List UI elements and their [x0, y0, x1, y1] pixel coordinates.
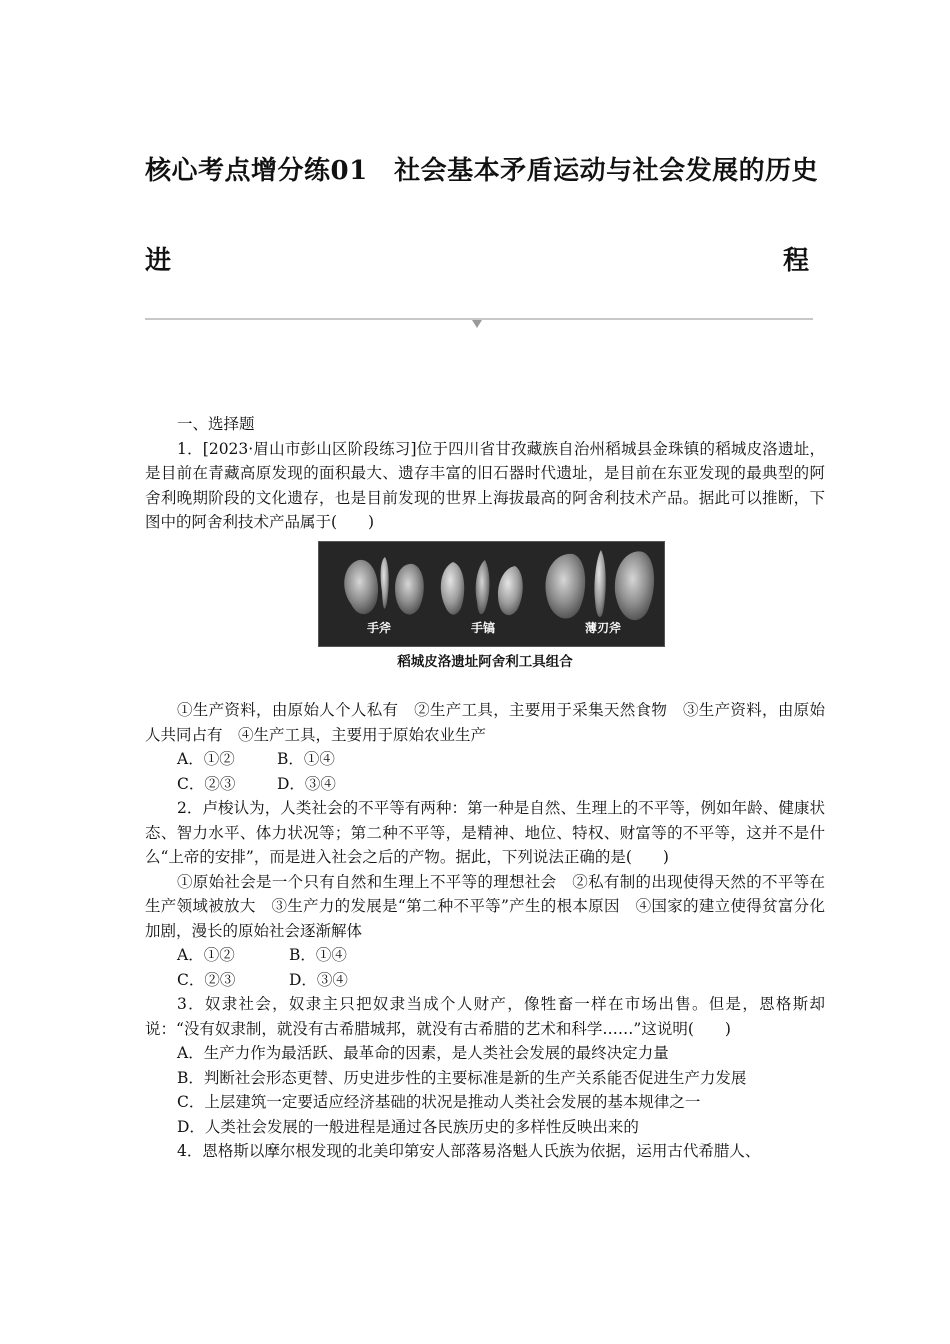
hand-axe-3 [395, 563, 424, 614]
q2-choice-c[interactable]: C．②③ [177, 970, 236, 989]
q2-choice-d[interactable]: D．③④ [289, 970, 348, 989]
question-3: 3．奴隶社会，奴隶主只把奴隶当成个人财产，像牲畜一样在市场出售。但是，恩格斯却说：“没有奴隶制，就没有古希腊城邦，就没有古希腊的艺术和科学……”这说明( ) [145, 995, 825, 1038]
question-content [145, 412, 825, 1164]
question-1-choices-row2 [145, 772, 825, 797]
q3-option-c[interactable]: C．上层建筑一定要适应经济基础的状况是推动人类社会发展的基本规律之一 [177, 1093, 701, 1111]
label-pick: 手镐 [471, 620, 496, 635]
question-1-text: 位于四川省甘孜藏族自治州稻城县金珠镇的稻城皮洛遗址，是目前在青藏高原发现的面积最大、遗存丰富的旧石器时代遗址，是目前在东亚发现的最典型的阿舍利晚期阶段的文化遗存，也是目前发现的世界上海拔最高的阿舍利技术产品。据此可以推断，下图中的阿舍利技术产品属于( ) [145, 439, 825, 531]
q1-choice-d[interactable]: D．③④ [277, 774, 336, 793]
label-cleaver: 薄刃斧 [585, 620, 622, 635]
q3-option-d[interactable]: D．人类社会发展的一般进程是通过各民族历史的多样性反映出来的 [177, 1117, 639, 1136]
q1-choice-c[interactable]: C．②③ [177, 774, 236, 793]
page-title: 核心考点增分练01 社会基本矛盾运动与社会发展的历史 [145, 156, 819, 186]
figure-caption: 稻城皮洛遗址阿舍利工具组合 [397, 653, 573, 670]
question-2-statements: ①原始社会是一个只有自然和生理上不平等的理想社会 ②私有制的出现使得天然的不平等在生产领域被放大 ③生产力的发展是“第二种不平等”产生的根本原因 ④国家的建立使得贫富分化加剧，漫长的原始社会逐渐解体 [145, 872, 825, 940]
page-title-cont-right: 程 [783, 246, 810, 276]
question-1-choices-row1 [145, 747, 825, 772]
question-2-choices-row1 [145, 943, 825, 968]
question-2-choices-row2 [145, 968, 825, 993]
q3-option-b[interactable]: B．判断社会形态更替、历史进步性的主要标准是新的生产关系能否促进生产力发展 [177, 1068, 747, 1087]
question-4: 4．恩格斯以摩尔根发现的北美印第安人部落易洛魁人氏族为依据，运用古代希腊人、 [177, 1142, 761, 1160]
q3-option-a[interactable]: A．生产力作为最活跃、最革命的因素，是人类社会发展的最终决定力量 [177, 1044, 669, 1062]
question-1-number: 1． [177, 439, 203, 458]
question-2: 2．卢梭认为，人类社会的不平等有两种：第一种是自然、生理上的不平等，例如年龄、健康状态、智力水平、体力状况等；第二种不平等，是精神、地位、特权、财富等的不平等，这并不是什么“上帝的安排”，而是进入社会之后的产物。据此，下列说法正确的是( ) [145, 799, 825, 866]
q1-choice-a[interactable]: A．①② [177, 750, 235, 768]
question-1-statements: ①生产资料，由原始人个人私有 ②生产工具，主要用于采集天然食物 ③生产资料，由原始人共同占有 ④生产工具，主要用于原始农业生产 [145, 701, 825, 744]
divider-arrow-icon [472, 320, 482, 328]
q2-choice-b[interactable]: B．①④ [289, 946, 347, 964]
stone-tools-image [319, 542, 664, 646]
q2-choice-a[interactable]: A．①② [177, 946, 235, 964]
q1-choice-b[interactable]: B．①④ [277, 750, 335, 768]
section-heading: 一、选择题 [177, 415, 255, 433]
label-hand-axe: 手斧 [367, 620, 392, 635]
question-1-source: [2023·眉山市彭山区阶段练习] [202, 439, 417, 458]
question-1 [145, 437, 825, 535]
artifact-photo [318, 541, 665, 647]
page-title-cont-left: 进 [145, 246, 172, 276]
